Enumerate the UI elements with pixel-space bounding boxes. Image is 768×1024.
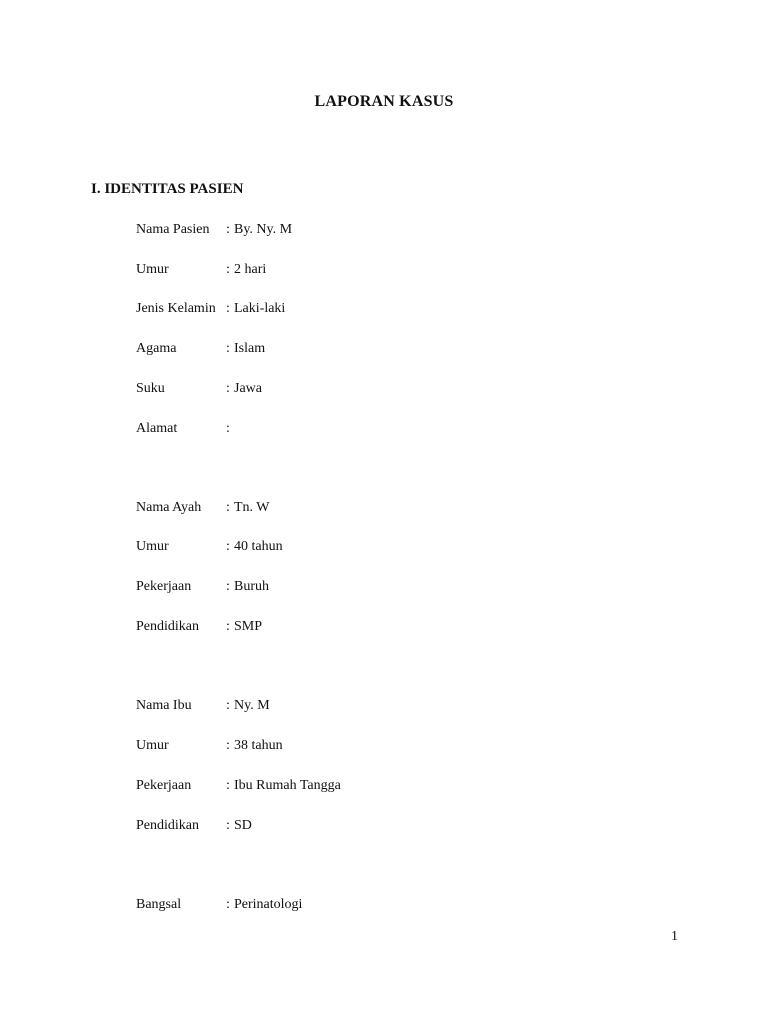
field-row-alamat [136, 420, 234, 438]
field-value: Islam [234, 341, 266, 356]
field-colon: : [226, 500, 230, 515]
field-value: SMP [234, 619, 263, 634]
field-value: Perinatologi [234, 897, 303, 912]
field-colon: : [226, 341, 230, 356]
field-value: 38 tahun [234, 738, 283, 753]
field-value: Jawa [234, 381, 262, 396]
field-row-jenis-kelamin [136, 300, 285, 318]
field-row-pendidikan-ayah [136, 618, 262, 636]
field-value: Ibu Rumah Tangga [234, 778, 341, 793]
field-colon: : [226, 301, 230, 316]
field-colon: : [226, 619, 230, 634]
field-label: Pekerjaan [136, 579, 192, 594]
field-label: Nama Pasien [136, 222, 210, 237]
field-label: Alamat [136, 421, 178, 436]
field-colon: : [226, 897, 230, 912]
field-row-umur-ibu [136, 737, 283, 755]
field-label: Pekerjaan [136, 778, 192, 793]
field-label: Umur [136, 738, 169, 753]
field-label: Pendidikan [136, 619, 199, 634]
field-value: SD [234, 818, 252, 833]
field-value: 40 tahun [234, 539, 283, 554]
field-row-pekerjaan-ayah [136, 578, 269, 596]
field-value: Ny. M [234, 698, 270, 713]
field-colon: : [226, 579, 230, 594]
field-value: 2 hari [234, 262, 267, 277]
field-label: Umur [136, 539, 169, 554]
page-number: 1 [671, 929, 678, 944]
section-heading-identitas-pasien: I. IDENTITAS PASIEN [91, 181, 244, 197]
field-row-pekerjaan-ibu [136, 777, 341, 795]
field-label: Nama Ayah [136, 500, 202, 515]
field-label: Agama [136, 341, 177, 356]
field-row-nama-pasien [136, 221, 292, 239]
field-colon: : [226, 262, 230, 277]
field-colon: : [226, 539, 230, 554]
field-value: Laki-laki [234, 301, 286, 316]
field-value: By. Ny. M [234, 222, 293, 237]
field-colon: : [226, 818, 230, 833]
field-row-nama-ibu [136, 697, 270, 715]
field-label: Umur [136, 262, 169, 277]
field-row-nama-ayah [136, 499, 270, 517]
field-colon: : [226, 222, 230, 237]
field-colon: : [226, 381, 230, 396]
field-row-bangsal [136, 896, 302, 914]
field-label: Jenis Kelamin [136, 301, 216, 316]
field-row-umur-pasien [136, 261, 266, 279]
field-label: Suku [136, 381, 165, 396]
field-value: Tn. W [234, 500, 270, 515]
field-colon: : [226, 778, 230, 793]
field-colon: : [226, 421, 230, 436]
document-title: LAPORAN KASUS [314, 93, 454, 110]
field-label: Nama Ibu [136, 698, 192, 713]
field-colon: : [226, 738, 230, 753]
field-label: Pendidikan [136, 818, 199, 833]
field-row-agama [136, 340, 265, 358]
field-colon: : [226, 698, 230, 713]
field-row-umur-ayah [136, 538, 283, 556]
field-value: Buruh [234, 579, 269, 594]
field-row-pendidikan-ibu [136, 817, 252, 835]
field-row-suku [136, 380, 262, 398]
field-label: Bangsal [136, 897, 182, 912]
